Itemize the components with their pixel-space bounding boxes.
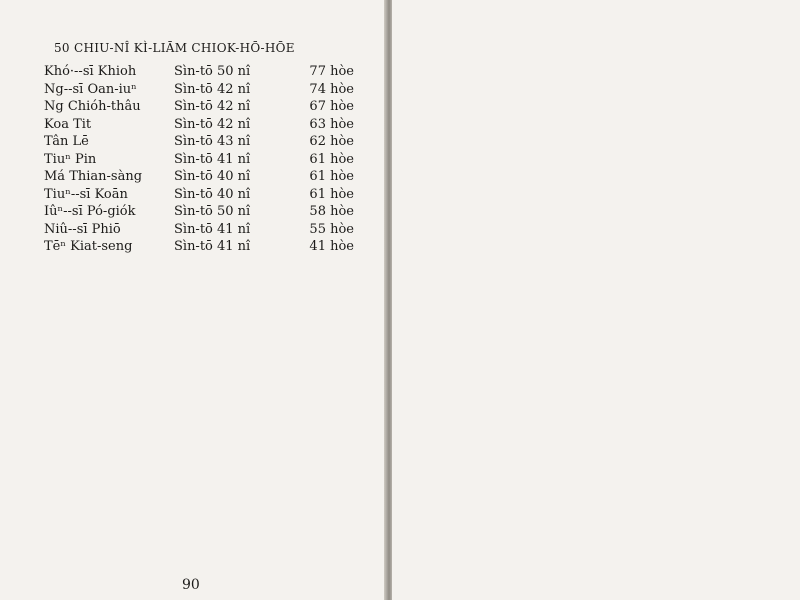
table-row [44, 152, 354, 170]
running-head: 50 CHIU-NÎ KÌ-LIĀM CHIOK-HŌ-HŌE [54, 41, 295, 55]
member-name: Koa Tit [44, 116, 92, 132]
member-register-table [44, 64, 354, 257]
membership-years: Sìn-tō 42 nî [174, 99, 251, 114]
member-age: 61 hòe [309, 169, 354, 184]
table-row [44, 239, 354, 257]
membership-years: Sìn-tō 41 nî [174, 239, 251, 254]
member-age: 62 hòe [309, 134, 354, 149]
table-row [44, 82, 354, 100]
member-age: 58 hòe [309, 204, 354, 219]
table-row [44, 117, 354, 135]
table-row [44, 169, 354, 187]
member-age: 63 hòe [309, 116, 354, 132]
member-name: Niû--sī Phiō [44, 221, 121, 237]
membership-years: Sìn-tō 50 nî [174, 204, 251, 219]
member-age: 67 hòe [309, 99, 354, 114]
member-name: Má Thian-sàng [44, 169, 143, 184]
member-name: Ng--sī Oan-iuⁿ [44, 81, 137, 97]
membership-years: Sìn-tō 40 nî [174, 186, 251, 202]
membership-years: Sìn-tō 42 nî [174, 81, 251, 97]
membership-years: Sìn-tō 42 nî [174, 116, 251, 132]
table-row [44, 64, 354, 82]
member-name: Tân Lē [44, 134, 89, 149]
table-row [44, 187, 354, 205]
member-name: Iûⁿ--sī Pó-giók [44, 204, 136, 219]
membership-years: Sìn-tō 50 nî [174, 64, 251, 79]
member-age: 61 hòe [309, 151, 354, 167]
table-row [44, 99, 354, 117]
membership-years: Sìn-tō 43 nî [174, 134, 251, 149]
member-name: Tēⁿ Kiat-seng [44, 239, 133, 254]
right-page [392, 0, 800, 600]
membership-years: Sìn-tō 40 nî [174, 169, 251, 184]
membership-years: Sìn-tō 41 nî [174, 221, 251, 237]
member-age: 55 hòe [309, 221, 354, 237]
member-age: 74 hòe [309, 81, 354, 97]
table-row [44, 222, 354, 240]
left-page [0, 0, 386, 600]
member-age: 61 hòe [309, 186, 354, 202]
member-name: Tiuⁿ Pin [44, 151, 97, 167]
table-row [44, 134, 354, 152]
member-name: Khó·--sī Khioh [44, 64, 137, 79]
page-number-left: 90 [182, 577, 200, 593]
member-name: Tiuⁿ--sī Koān [44, 186, 128, 202]
table-row [44, 204, 354, 222]
membership-years: Sìn-tō 41 nî [174, 151, 251, 167]
member-age: 77 hòe [309, 64, 354, 79]
member-name: Ng Chióh-thâu [44, 99, 141, 114]
member-age: 41 hòe [309, 239, 354, 254]
